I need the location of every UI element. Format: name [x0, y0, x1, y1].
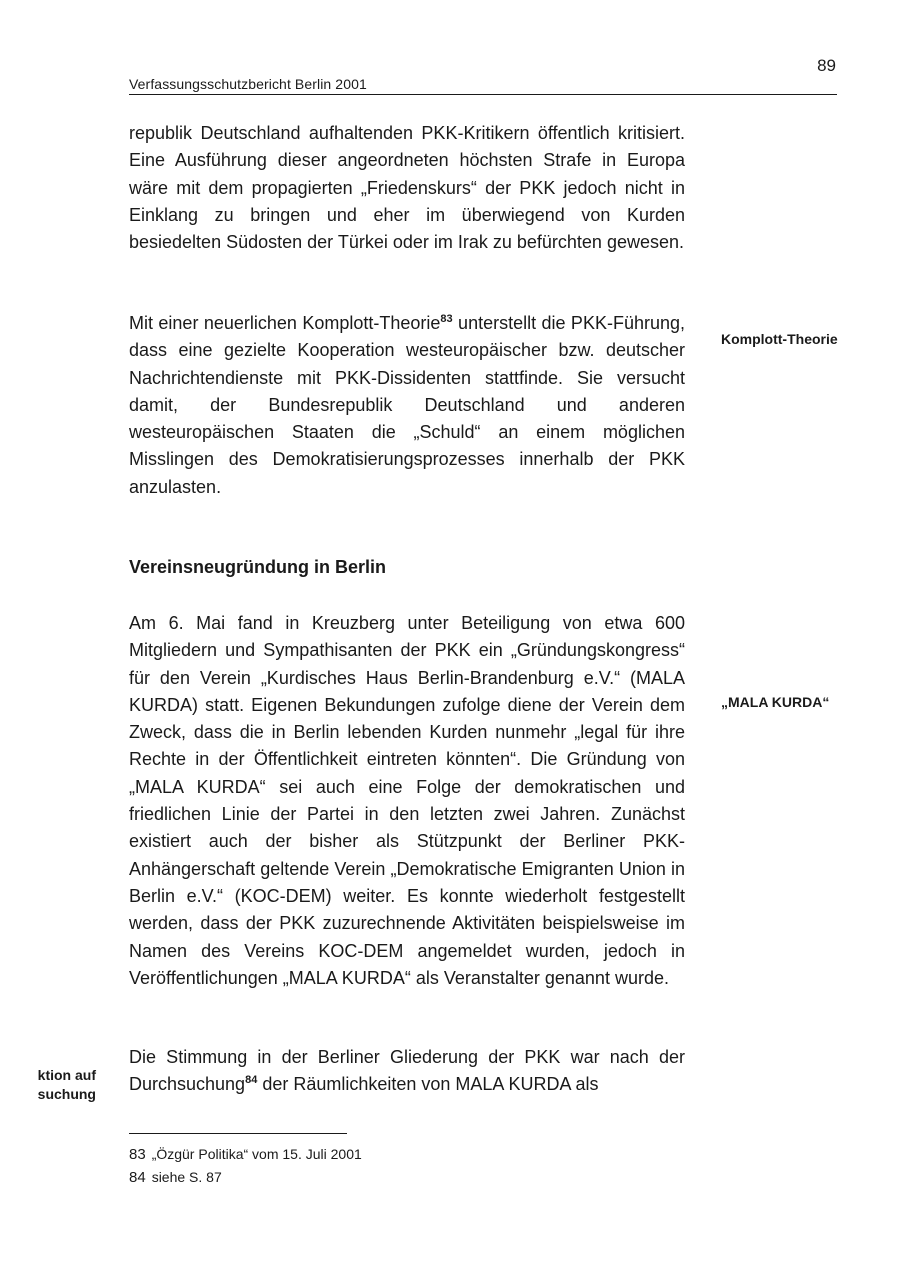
paragraph-text: Die Stimmung in der Berliner Gliederung der PKK war nach der Durchsuchung — [129, 1047, 685, 1095]
footnote-text: „Özgür Politika“ vom 15. Juli 2001 — [151, 1146, 362, 1162]
footnote-number: 83 — [129, 1146, 146, 1163]
running-header: Verfassungsschutzbericht Berlin 2001 — [129, 76, 367, 92]
section-heading: Vereinsneugründung in Berlin — [129, 557, 387, 577]
footnote-83 — [129, 1145, 362, 1164]
footnote-84 — [129, 1168, 222, 1187]
paragraph-text: unterstellt die PKK-Führung, dass eine gezielte Kooperation westeuropäischer bzw. deutscher Nachrichtendienste mit PKK-Dissidenten stattfinde. Sie versucht damit, der Bundesrepublik Deutschland und anderen westeuropäischen Staaten die „Schuld“ an einem möglichen Misslingen des Demokratisierungsprozesses innerhalb der PKK anzulasten. — [129, 313, 685, 497]
paragraph-text: Mit einer neuerlichen Komplott-Theorie — [129, 313, 441, 333]
body-paragraph-1: republik Deutschland aufhaltenden PKK-Kritikern öffentlich kritisiert. Eine Ausführung dieser angeordneten höchsten Strafe in Europa wäre mit dem propagierten „Friedenskurs“ der PKK jedoch nicht in Einklang zu bringen und eher im überwiegend von Kurden besiedelten Südosten der Türkei oder im Irak zu befürchten gewesen. — [129, 123, 685, 253]
margin-note-line-1: ktion auf — [37, 1067, 96, 1083]
paragraph-text: der Räumlichkeiten von MALA KURDA als — [257, 1074, 599, 1095]
body-paragraph-2 — [129, 310, 685, 501]
margin-note-line-2: suchung — [37, 1086, 96, 1102]
footnote-ref-84: 84 — [245, 1074, 258, 1087]
body-paragraph-3: Am 6. Mai fand in Kreuzberg unter Beteiligung von etwa 600 Mitgliedern und Sympathisanten der PKK ein „Gründungskongress“ für den Verein „Kurdisches Haus Berlin-Brandenburg e.V.“ (MALA KURDA) statt. Eigenen Bekundungen zufolge diene der Verein dem Zweck, dass die in Berlin lebenden Kurden nunmehr „legal für ihre Rechte in der Öffentlichkeit eintreten könnten“. Die Gründung von „MALA KURDA“ sei auch eine Folge der demokratischen und friedlichen Linie der Partei in den letzten zwei Jahren. Zunächst existiert auch der bisher als Stützpunkt der Berliner PKK-Anhängerschaft geltende Verein „Demokratische Emigranten Union in Berlin e.V.“ (KOC-DEM) weiter. Es konnte wiederholt festgestellt werden, dass der PKK zuzurechnende Aktivitäten beispielsweise im Namen des Vereins KOC-DEM angemeldet wurden, jedoch in Veröffentlichungen „MALA KURDA“ als Veranstalter genannt wurde. — [129, 613, 685, 988]
margin-note-komplott-theorie: Komplott-Theorie — [721, 331, 838, 347]
page-number: 89 — [817, 56, 836, 75]
margin-note-mala-kurda: „MALA KURDA“ — [721, 694, 830, 710]
footnote-number: 84 — [129, 1169, 146, 1186]
margin-note-cut-off — [0, 1066, 96, 1104]
footnote-rule — [129, 1133, 347, 1134]
footnote-text: siehe S. 87 — [151, 1169, 222, 1185]
header-rule — [129, 94, 837, 95]
footnote-ref-83: 83 — [440, 313, 453, 325]
body-paragraph-4 — [129, 1044, 685, 1099]
